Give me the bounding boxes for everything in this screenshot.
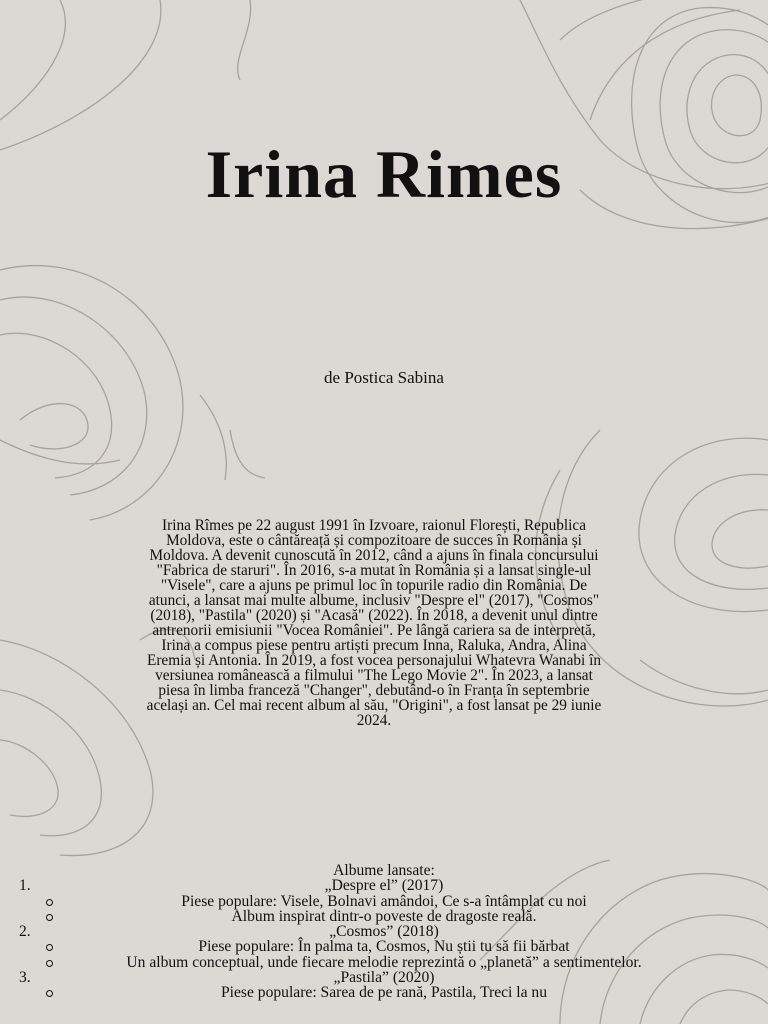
album-detail-text: Piese populare: Visele, Bolnavi amândoi, Ce s-a întâmplat cu noi [181, 892, 587, 910]
albums-heading: Albume lansate: [333, 862, 435, 879]
album-detail [0, 955, 768, 970]
author-line: de Postica Sabina [324, 368, 444, 387]
circle-bullet-icon [46, 914, 53, 921]
album-name: „Cosmos” (2018) [329, 923, 439, 941]
albums-section [0, 863, 768, 1001]
album-detail [0, 909, 768, 924]
album-item [0, 878, 768, 893]
album-name: „Despre el” (2017) [324, 877, 444, 895]
album-detail-text: Piese populare: În palma ta, Cosmos, Nu știi tu să fii bărbat [198, 938, 570, 956]
album-number: 3. [19, 969, 31, 987]
circle-bullet-icon [46, 899, 53, 906]
album-detail-text: Un album conceptual, unde fiecare melodie reprezintă o „planetă” a sentimentelor. [126, 953, 642, 971]
biography-paragraph: Irina Rîmes pe 22 august 1991 în Izvoare, raionul Florești, Republica Moldova, este o cântăreață și compozitoare de succes în România și Moldova. A devenit cunoscută în 2012, când a ajuns în finala concursului "Fabrica de staruri". În 2016, s-a mutat în România și a lansat single-ul "Visele", care a ajuns pe primul loc în topurile radio din România. De atunci, a lansat mai multe albume, inclusiv "Despre el" (2017), "Cosmos" (2018), "Pastila" (2020) și "Acasă" (2022). În 2018, a devenit unul dintre antrenorii emisiunii "Vocea României". Pe lângă cariera sa de interpretă, Irina a compus piese pentru artiști precum Inna, Raluka, Andra, Alina Eremia și Antonia. În 2019, a fost vocea personajului Whatevra Wanabi în versiunea românească a filmului "The Lego Movie 2". În 2023, a lansat piesa în limba franceză "Changer", debutând-o în Franța în septembrie același an. Cel mai recent album al său, "Origini", a fost lansat pe 29 iunie 2024. [146, 517, 602, 729]
circle-bullet-icon [46, 960, 53, 967]
album-name: „Pastila” (2020) [333, 969, 435, 987]
album-item [0, 924, 768, 939]
album-number: 2. [19, 923, 31, 941]
circle-bullet-icon [46, 990, 53, 997]
album-detail-text: Album inspirat dintr-o poveste de dragoste reală. [231, 907, 537, 925]
circle-bullet-icon [46, 944, 53, 951]
album-detail [0, 939, 768, 954]
document-title: Irina Rimes [205, 136, 563, 212]
album-number: 1. [19, 877, 31, 895]
album-item [0, 970, 768, 985]
album-detail [0, 894, 768, 909]
album-detail-text: Piese populare: Sarea de pe rană, Pastila, Treci la nu [220, 984, 548, 1002]
album-detail [0, 985, 768, 1000]
